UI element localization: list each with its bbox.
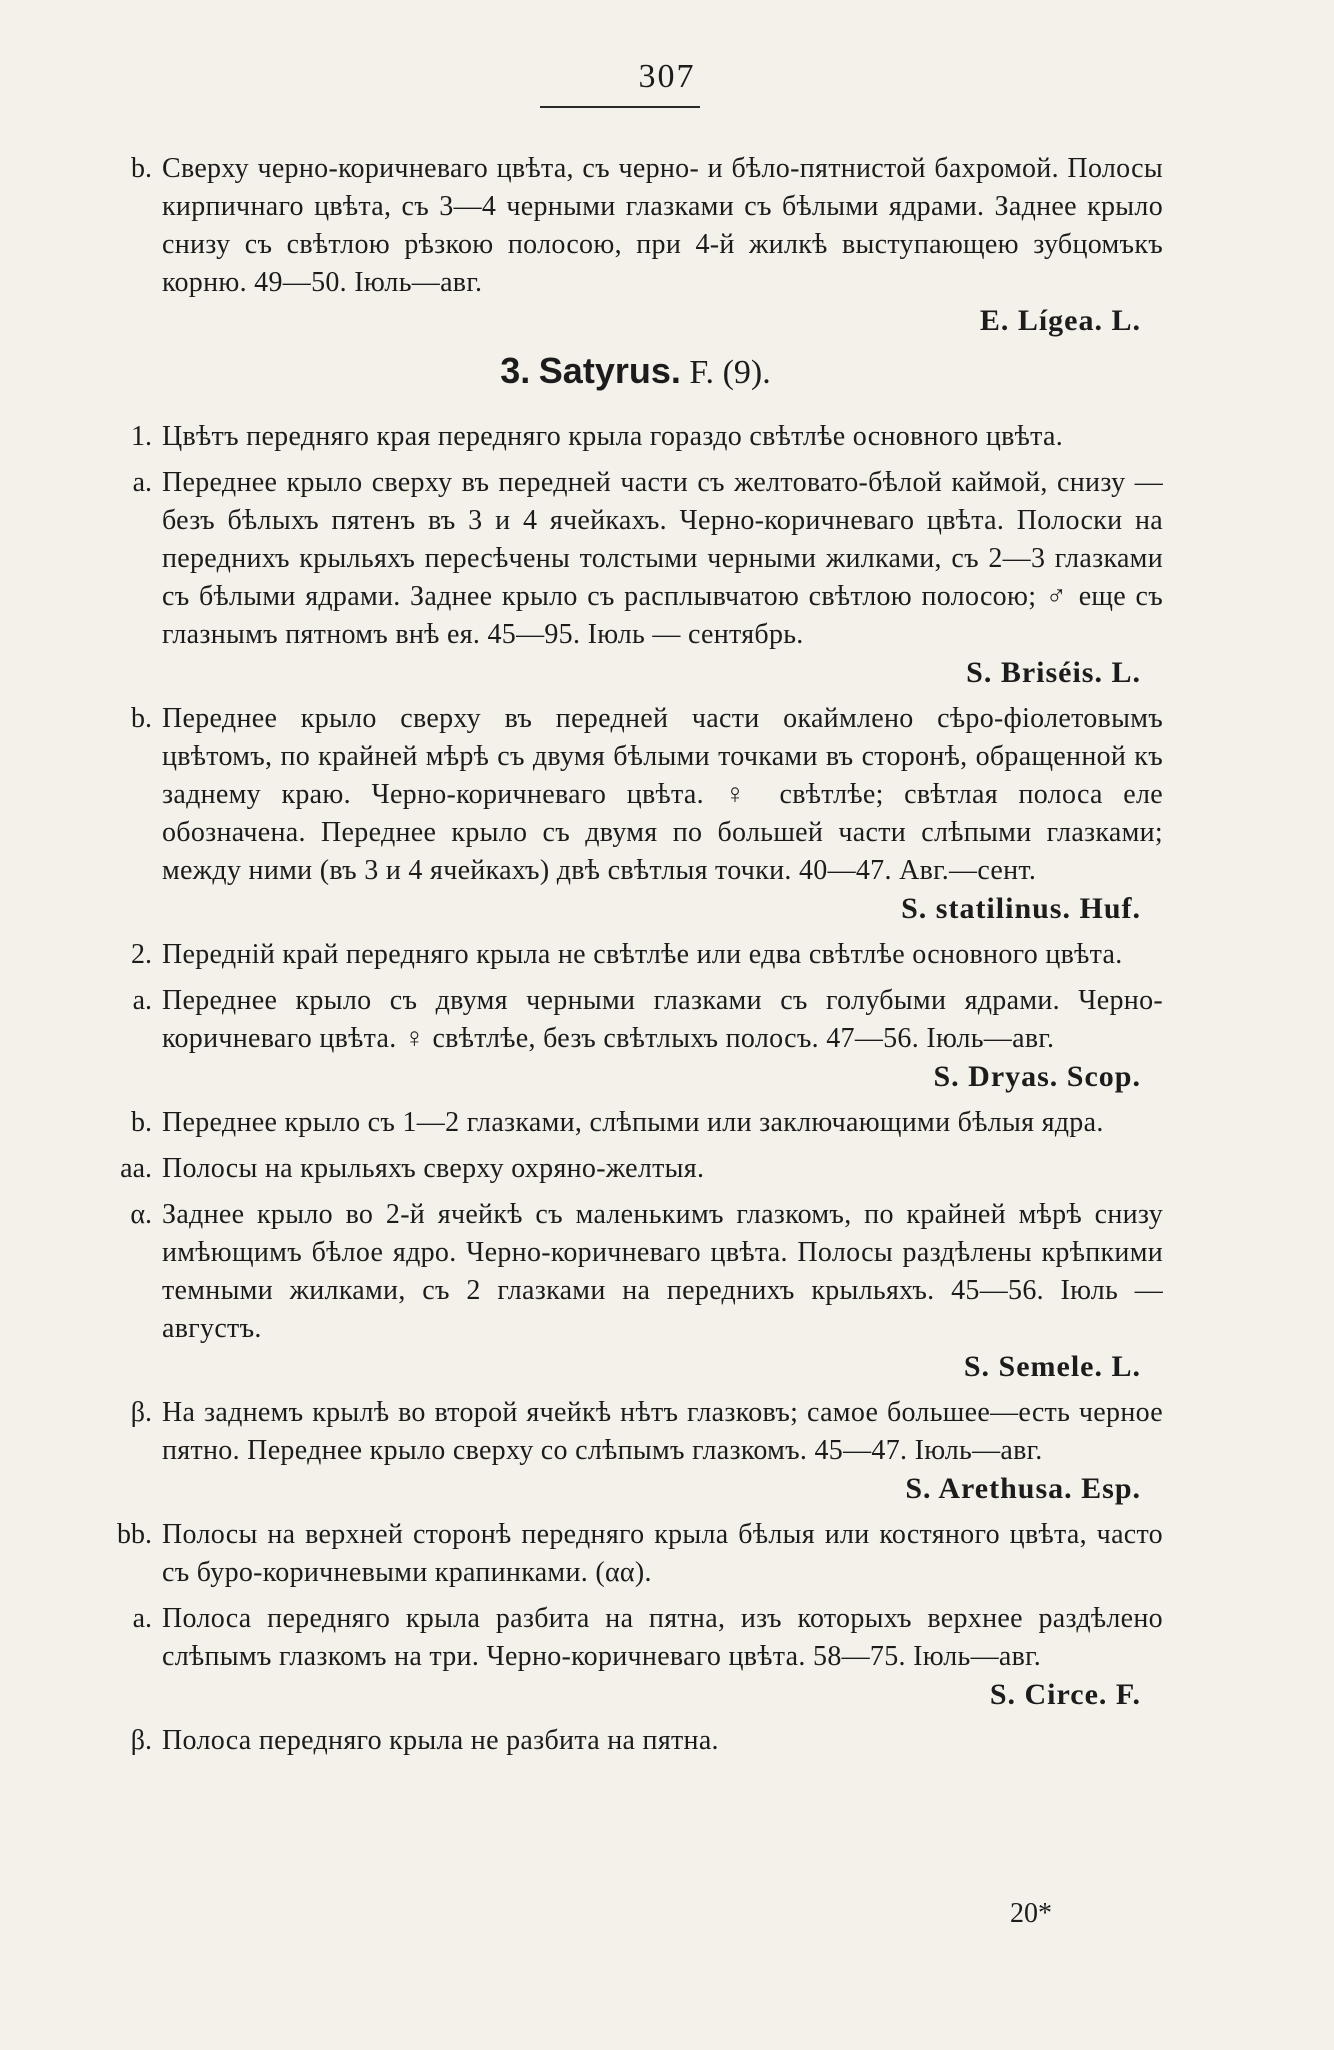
species-name: S. Dryas. Scop. xyxy=(933,1060,1141,1093)
entry-text: Переднее крыло съ двумя черными глазками съ голубыми ядрами. Черно-коричневаго цвѣта. ♀ свѣтлѣе, безъ свѣтлыхъ полосъ. 47—56. Іюль—авг. xyxy=(162,985,1163,1054)
entry-body xyxy=(162,1150,1163,1188)
entry-text: Переднее крыло съ 1—2 глазками, слѣпыми или заключающими бѣлыя ядра. xyxy=(162,1107,1104,1138)
entry-marker: 2. xyxy=(131,939,152,970)
entry-body xyxy=(162,1600,1163,1714)
key-entry xyxy=(108,1104,1163,1142)
entry-text: Цвѣтъ передняго края передняго крыла гораздо свѣтлѣе основного цвѣта. xyxy=(162,421,1064,452)
entry-body xyxy=(162,1722,1163,1760)
species-name: S. Briséis. L. xyxy=(966,656,1141,689)
genus-number: 3. xyxy=(500,350,531,391)
key-entry xyxy=(108,464,1163,692)
entry-text: Заднее крыло во 2-й ячейкѣ съ маленькимъ глазкомъ, по крайней мѣрѣ снизу имѣющимъ бѣлое ядро. Черно-коричневаго цвѣта. Полосы раздѣлены крѣпкими темными жилками, съ 2 глазками на переднихъ крыльяхъ. 45—56. Іюль — августъ. xyxy=(162,1199,1163,1344)
entry-text: Переднее крыло сверху въ передней части окаймлено сѣро-фіолетовымъ цвѣтомъ, по крайней мѣрѣ съ двумя бѣлыми точками въ сторонѣ, обращенной къ заднему краю. Черно-коричневаго цвѣта. ♀ свѣтлѣе; свѣтлая полоса еле обозначена. Переднее крыло съ двумя по большей части слѣпыми глазками; между ними (въ 3 и 4 ячейкахъ) двѣ свѣтлыя точки. 40—47. Авг.—сент. xyxy=(162,703,1163,886)
key-entry xyxy=(108,1516,1163,1592)
entry-marker: α. xyxy=(130,1199,152,1230)
species-name: S. Circe. F. xyxy=(989,1678,1141,1711)
entry-body xyxy=(162,982,1163,1096)
entry-text: Передній край передняго крыла не свѣтлѣе или едва свѣтлѣе основного цвѣта. xyxy=(162,939,1123,970)
entry-marker: a. xyxy=(132,985,152,1016)
key-entry xyxy=(108,150,1163,340)
key-entry xyxy=(108,1722,1163,1760)
entry-body xyxy=(162,1516,1163,1592)
page-number-rule xyxy=(540,106,700,108)
entry-text: Полосы на крыльяхъ сверху охряно-желтыя. xyxy=(162,1153,705,1184)
entry-body xyxy=(162,936,1163,974)
page-number: 307 xyxy=(638,58,696,95)
key-entry xyxy=(108,1150,1163,1188)
key-entry xyxy=(108,1394,1163,1508)
entry-text: На заднемъ крылѣ во второй ячейкѣ нѣтъ глазковъ; самое большее—есть черное пятно. Переднее крыло сверху со слѣпымъ глазкомъ. 45—47. Іюль—авг. xyxy=(162,1397,1163,1466)
species-name: S. Semele. L. xyxy=(963,1350,1141,1383)
genus-count: (9). xyxy=(722,354,771,391)
entry-body xyxy=(162,700,1163,928)
genus-name: Satyrus. xyxy=(538,350,681,391)
entry-marker: β. xyxy=(130,1397,152,1428)
entry-marker: aa. xyxy=(120,1153,152,1184)
entry-marker: bb. xyxy=(117,1519,152,1550)
entry-body xyxy=(162,150,1163,340)
entry-body xyxy=(162,418,1163,456)
entry-text: Полоса передняго крыла не разбита на пятна. xyxy=(162,1725,719,1756)
key-entry xyxy=(108,700,1163,928)
entry-body xyxy=(162,464,1163,692)
entry-marker: b. xyxy=(131,1107,152,1138)
key-entry xyxy=(108,418,1163,456)
entry-body xyxy=(162,1196,1163,1386)
text-block xyxy=(108,150,1163,1768)
entry-marker: β. xyxy=(130,1725,152,1756)
entry-marker: a. xyxy=(132,467,152,498)
entry-text: Полоса передняго крыла разбита на пятна, изъ которыхъ верхнее раздѣлено слѣпымъ глазкомъ на три. Черно-коричневаго цвѣта. 58—75. Іюль—авг. xyxy=(162,1603,1163,1672)
entry-marker: 1. xyxy=(131,421,152,452)
species-name: S. Arethusa. Esp. xyxy=(905,1472,1141,1505)
entry-body xyxy=(162,1394,1163,1508)
entry-body xyxy=(162,1104,1163,1142)
species-name: S. statilinus. Huf. xyxy=(901,892,1141,925)
entry-marker: b. xyxy=(131,153,152,184)
key-entry xyxy=(108,1600,1163,1714)
entry-text: Полосы на верхней сторонѣ передняго крыла бѣлыя или костяного цвѣта, часто съ буро-коричневыми крапинками. (αα). xyxy=(162,1519,1163,1588)
species-name: E. Lígea. L. xyxy=(979,304,1141,337)
key-entry xyxy=(108,982,1163,1096)
key-entry xyxy=(108,936,1163,974)
genus-author: F. xyxy=(689,354,715,391)
genus-heading xyxy=(108,350,1163,392)
entry-marker: b. xyxy=(131,703,152,734)
printer-signature: 20* xyxy=(1010,1898,1052,1929)
key-entry xyxy=(108,1196,1163,1386)
entry-text: Переднее крыло сверху въ передней части съ желтовато-бѣлой каймой, снизу — безъ бѣлыхъ пятенъ въ 3 и 4 ячейкахъ. Черно-коричневаго цвѣта. Полоски на переднихъ крыльяхъ пересѣчены толстыми черными жилками, съ 2—3 глазками съ бѣлыми ядрами. Заднее крыло съ расплывчатою свѣтлою полосою; ♂ еще съ глазнымъ пятномъ внѣ ея. 45—95. Іюль — сентябрь. xyxy=(162,467,1163,650)
entry-text: Сверху черно-коричневаго цвѣта, съ черно- и бѣло-пятнистой бахромой. Полосы кирпичнаго цвѣта, съ 3—4 черными глазками съ бѣлыми ядрами. Заднее крыло снизу съ свѣтлою рѣзкою полосою, при 4-й жилкѣ выступающею зубцомъкъ корню. 49—50. Іюль—авг. xyxy=(162,153,1163,298)
entry-marker: a. xyxy=(132,1603,152,1634)
